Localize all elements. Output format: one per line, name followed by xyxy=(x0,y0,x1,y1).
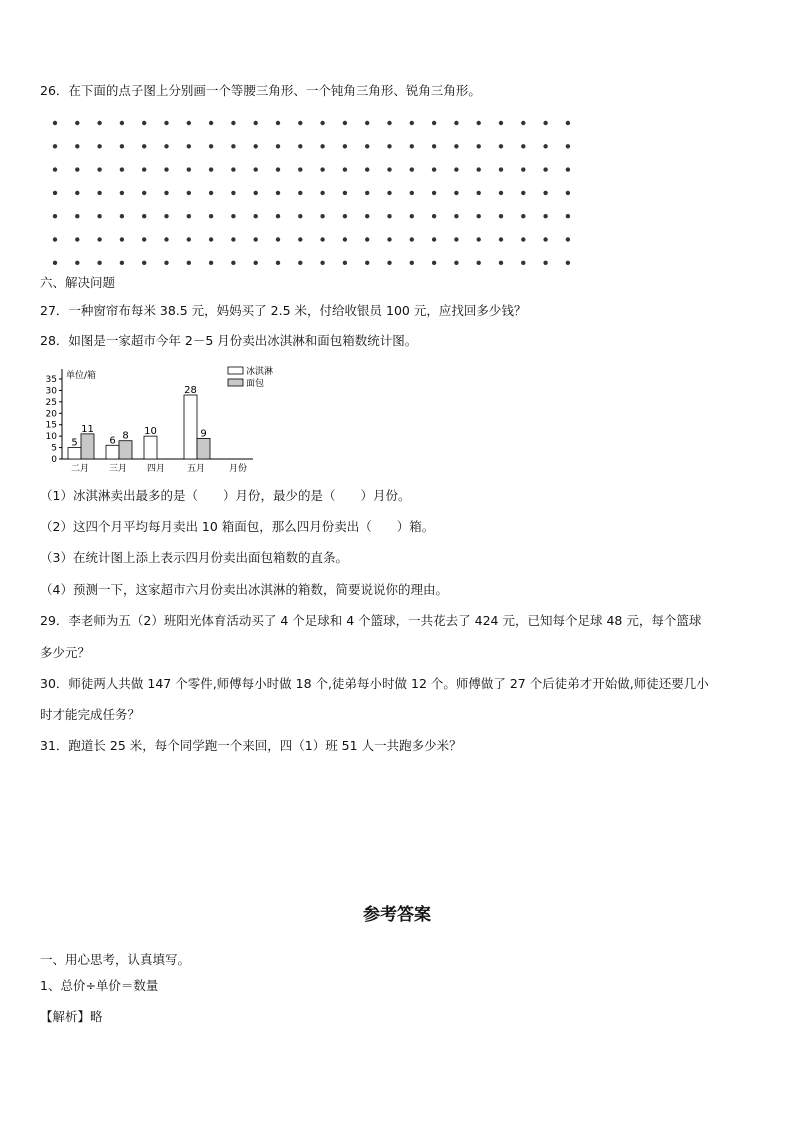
grid-dot xyxy=(521,214,525,218)
grid-dot xyxy=(209,191,213,195)
question-29-line-2: 多少元？ xyxy=(40,645,91,660)
grid-dot xyxy=(343,121,347,125)
grid-dot xyxy=(543,167,547,171)
grid-dot xyxy=(320,167,324,171)
y-tick-label: 30 xyxy=(45,386,57,397)
grid-dot xyxy=(410,214,414,218)
grid-dot xyxy=(142,237,146,241)
grid-dot xyxy=(543,237,547,241)
grid-dot xyxy=(454,237,458,241)
grid-dot xyxy=(499,237,503,241)
grid-dot xyxy=(254,191,258,195)
answer-section-1: 一、用心思考，认真填写。 xyxy=(40,952,191,967)
grid-dot xyxy=(320,144,324,148)
grid-dot xyxy=(298,261,302,265)
grid-dot xyxy=(187,191,191,195)
grid-dot xyxy=(254,237,258,241)
grid-dot xyxy=(187,167,191,171)
grid-dot xyxy=(164,144,168,148)
category-label: 三月 xyxy=(108,464,128,474)
grid-dot xyxy=(343,167,347,171)
category-label: 二月 xyxy=(70,464,90,474)
grid-dot xyxy=(254,214,258,218)
section-heading-6: 六、解决问题 xyxy=(40,275,116,290)
bar xyxy=(197,438,210,459)
grid-dot xyxy=(276,121,280,125)
grid-dot xyxy=(454,191,458,195)
grid-dot xyxy=(566,144,570,148)
grid-dot xyxy=(231,167,235,171)
grid-dot xyxy=(387,144,391,148)
grid-dot xyxy=(454,144,458,148)
grid-dot xyxy=(387,191,391,195)
grid-dot xyxy=(499,214,503,218)
grid-dot xyxy=(231,191,235,195)
bar-value-label: 8 xyxy=(122,430,129,442)
grid-dot xyxy=(209,214,213,218)
grid-dot xyxy=(276,261,280,265)
grid-dot xyxy=(432,261,436,265)
grid-dot xyxy=(543,214,547,218)
grid-dot xyxy=(521,261,525,265)
grid-dot xyxy=(343,214,347,218)
grid-dot xyxy=(365,191,369,195)
grid-dot xyxy=(120,191,124,195)
bar xyxy=(106,445,119,459)
grid-dot xyxy=(120,167,124,171)
y-tick-label: 5 xyxy=(51,443,57,454)
grid-dot xyxy=(120,237,124,241)
grid-dot xyxy=(454,121,458,125)
grid-dot xyxy=(320,191,324,195)
grid-dot xyxy=(209,121,213,125)
grid-dot xyxy=(231,214,235,218)
grid-dot xyxy=(53,214,57,218)
grid-dot xyxy=(477,167,481,171)
grid-dot xyxy=(365,237,369,241)
grid-dot xyxy=(365,261,369,265)
grid-dot xyxy=(97,191,101,195)
bar-value-label: 11 xyxy=(81,423,94,435)
grid-dot xyxy=(521,191,525,195)
grid-dot xyxy=(543,121,547,125)
question-28-part-4: （4）预测一下，这家超市六月份卖出冰淇淋的箱数，简要说说你的理由。 xyxy=(40,582,448,597)
grid-dot xyxy=(298,121,302,125)
grid-dot xyxy=(320,261,324,265)
grid-dot xyxy=(410,261,414,265)
grid-dot xyxy=(477,237,481,241)
grid-dot xyxy=(164,214,168,218)
grid-dot xyxy=(365,167,369,171)
grid-dot xyxy=(209,237,213,241)
grid-dot xyxy=(97,261,101,265)
grid-dot xyxy=(543,191,547,195)
question-28-part-1: （1）冰淇淋卖出最多的是（ ）月份，最少的是（ ）月份。 xyxy=(40,488,411,503)
grid-dot xyxy=(187,121,191,125)
grid-dot xyxy=(432,167,436,171)
y-tick-label: 25 xyxy=(45,397,57,408)
grid-dot xyxy=(387,167,391,171)
grid-dot xyxy=(477,214,481,218)
grid-dot xyxy=(97,167,101,171)
grid-dot xyxy=(187,144,191,148)
category-label: 五月 xyxy=(186,464,206,474)
grid-dot xyxy=(75,214,79,218)
dot-grid xyxy=(50,115,580,265)
grid-dot xyxy=(231,121,235,125)
grid-dot xyxy=(566,237,570,241)
grid-dot xyxy=(187,261,191,265)
grid-dot xyxy=(142,167,146,171)
grid-dot xyxy=(75,121,79,125)
question-31: 31．跑道长 25 米，每个同学跑一个来回，四（1）班 51 人一共跑多少米？ xyxy=(40,738,462,753)
bar-value-label: 5 xyxy=(71,437,78,449)
question-29-line-1: 29．李老师为五（2）班阳光体育活动买了 4 个足球和 4 个篮球，一共花去了 424 元，已知每个足球 48 元，每个篮球 xyxy=(40,613,702,628)
grid-dot xyxy=(387,121,391,125)
question-30-line-1: 30．师徒两人共做 147 个零件,师傅每小时做 18 个,徒弟每小时做 12 个。师傅做了 27 个后徒弟才开始做,师徒还要几小 xyxy=(40,676,709,691)
grid-dot xyxy=(120,144,124,148)
grid-dot xyxy=(543,144,547,148)
grid-dot xyxy=(187,237,191,241)
grid-dot xyxy=(164,237,168,241)
grid-dot xyxy=(343,261,347,265)
grid-dot xyxy=(97,237,101,241)
question-28-part-3: （3）在统计图上添上表示四月份卖出面包箱数的直条。 xyxy=(40,550,348,565)
grid-dot xyxy=(410,144,414,148)
grid-dot xyxy=(276,237,280,241)
grid-dot xyxy=(477,121,481,125)
grid-dot xyxy=(142,261,146,265)
question-28: 28．如图是一家超市今年 2－5 月份卖出冰淇淋和面包箱数统计图。 xyxy=(40,333,418,348)
grid-dot xyxy=(365,121,369,125)
grid-dot xyxy=(499,144,503,148)
grid-dot xyxy=(298,191,302,195)
grid-dot xyxy=(410,237,414,241)
question-30-line-2: 时才能完成任务？ xyxy=(40,707,141,722)
y-tick-label: 15 xyxy=(45,420,57,431)
bar-value-label: 10 xyxy=(144,426,157,438)
grid-dot xyxy=(499,191,503,195)
grid-dot xyxy=(276,167,280,171)
question-26: 26．在下面的点子图上分别画一个等腰三角形、一个钝角三角形、锐角三角形。 xyxy=(40,83,481,98)
x-axis-label: 月份 xyxy=(228,464,248,474)
grid-dot xyxy=(164,261,168,265)
grid-dot xyxy=(142,191,146,195)
grid-dot xyxy=(477,261,481,265)
grid-dot xyxy=(387,214,391,218)
grid-dot xyxy=(187,214,191,218)
grid-dot xyxy=(276,214,280,218)
question-27: 27．一种窗帘布每米 38.5 元，妈妈买了 2.5 米，付给收银员 100 元，应找回多少钱？ xyxy=(40,303,527,318)
grid-dot xyxy=(53,191,57,195)
grid-dot xyxy=(298,237,302,241)
y-tick-label: 35 xyxy=(45,375,57,385)
grid-dot xyxy=(499,121,503,125)
bar xyxy=(119,441,132,459)
grid-dot xyxy=(298,167,302,171)
grid-dot xyxy=(432,237,436,241)
grid-dot xyxy=(231,261,235,265)
grid-dot xyxy=(209,167,213,171)
y-axis-label: 单位/箱 xyxy=(66,371,97,381)
bar xyxy=(81,434,94,459)
grid-dot xyxy=(75,144,79,148)
grid-dot xyxy=(164,191,168,195)
grid-dot xyxy=(454,167,458,171)
grid-dot xyxy=(320,121,324,125)
y-tick-label: 0 xyxy=(51,455,57,465)
grid-dot xyxy=(142,144,146,148)
grid-dot xyxy=(75,191,79,195)
grid-dot xyxy=(75,261,79,265)
grid-dot xyxy=(53,144,57,148)
grid-dot xyxy=(142,121,146,125)
grid-dot xyxy=(454,214,458,218)
grid-dot xyxy=(231,144,235,148)
grid-dot xyxy=(343,191,347,195)
grid-dot xyxy=(75,167,79,171)
grid-dot xyxy=(365,214,369,218)
bar-chart xyxy=(38,362,274,474)
grid-dot xyxy=(298,214,302,218)
bar-value-label: 28 xyxy=(184,385,197,396)
grid-dot xyxy=(97,144,101,148)
legend-swatch xyxy=(228,367,243,374)
grid-dot xyxy=(209,144,213,148)
grid-dot xyxy=(142,214,146,218)
grid-dot xyxy=(432,121,436,125)
grid-dot xyxy=(365,144,369,148)
question-28-part-2: （2）这四个月平均每月卖出 10 箱面包，那么四月份卖出（ ）箱。 xyxy=(40,519,435,534)
answer-1-analysis: 【解析】略 xyxy=(40,1009,103,1024)
grid-dot xyxy=(231,237,235,241)
grid-dot xyxy=(566,191,570,195)
grid-dot xyxy=(410,167,414,171)
grid-dot xyxy=(499,167,503,171)
grid-dot xyxy=(53,121,57,125)
grid-dot xyxy=(566,214,570,218)
grid-dot xyxy=(164,167,168,171)
grid-dot xyxy=(410,191,414,195)
answer-title: 参考答案 xyxy=(363,905,431,925)
grid-dot xyxy=(477,191,481,195)
bar xyxy=(144,436,157,459)
bar-value-label: 6 xyxy=(109,435,116,447)
legend-swatch xyxy=(228,379,243,386)
grid-dot xyxy=(97,214,101,218)
grid-dot xyxy=(432,214,436,218)
grid-dot xyxy=(477,144,481,148)
grid-dot xyxy=(53,237,57,241)
grid-dot xyxy=(387,237,391,241)
grid-dot xyxy=(298,144,302,148)
grid-dot xyxy=(566,261,570,265)
grid-dot xyxy=(521,237,525,241)
answer-1: 1、总价÷单价＝数量 xyxy=(40,978,159,993)
grid-dot xyxy=(387,261,391,265)
category-label: 四月 xyxy=(146,464,166,474)
grid-dot xyxy=(499,261,503,265)
grid-dot xyxy=(209,261,213,265)
bar xyxy=(68,448,81,459)
grid-dot xyxy=(97,121,101,125)
grid-dot xyxy=(343,237,347,241)
grid-dot xyxy=(432,191,436,195)
grid-dot xyxy=(432,144,436,148)
grid-dot xyxy=(521,167,525,171)
grid-dot xyxy=(276,144,280,148)
grid-dot xyxy=(521,121,525,125)
grid-dot xyxy=(120,214,124,218)
grid-dot xyxy=(254,167,258,171)
grid-dot xyxy=(254,261,258,265)
grid-dot xyxy=(75,237,79,241)
grid-dot xyxy=(454,261,458,265)
grid-dot xyxy=(543,261,547,265)
grid-dot xyxy=(566,167,570,171)
legend-label: 冰淇淋 xyxy=(246,367,274,377)
grid-dot xyxy=(53,167,57,171)
grid-dot xyxy=(53,261,57,265)
grid-dot xyxy=(343,144,347,148)
grid-dot xyxy=(320,237,324,241)
grid-dot xyxy=(320,214,324,218)
y-tick-label: 20 xyxy=(45,409,57,420)
grid-dot xyxy=(521,144,525,148)
grid-dot xyxy=(566,121,570,125)
grid-dot xyxy=(164,121,168,125)
y-tick-label: 10 xyxy=(45,432,57,443)
legend-label: 面包 xyxy=(246,379,265,389)
bar-value-label: 9 xyxy=(200,428,207,440)
bar xyxy=(184,395,197,459)
grid-dot xyxy=(254,121,258,125)
grid-dot xyxy=(254,144,258,148)
grid-dot xyxy=(120,261,124,265)
grid-dot xyxy=(120,121,124,125)
grid-dot xyxy=(276,191,280,195)
grid-dot xyxy=(410,121,414,125)
